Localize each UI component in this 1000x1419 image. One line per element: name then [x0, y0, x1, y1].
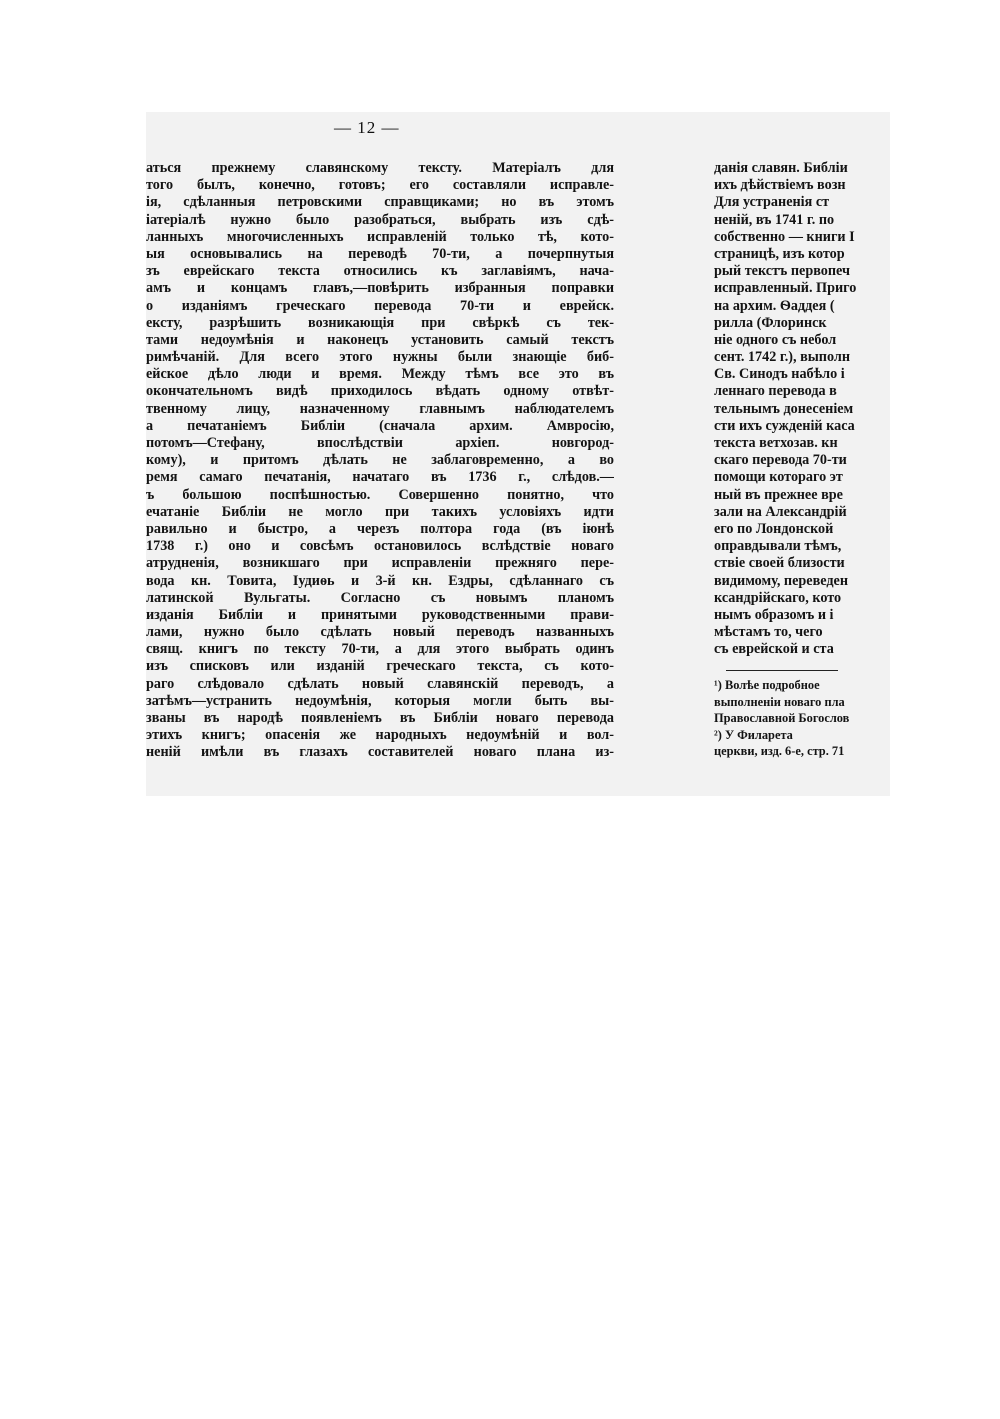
text-line: Св. Синодъ набѣло і	[714, 366, 845, 383]
text-line: ыя основывались на переводѣ 70-ти, а почерпнутыя	[146, 245, 614, 262]
footnote-line: выполненіи новаго пла	[714, 694, 845, 709]
text-line: а печатаніемъ Библіи (сначала архим. Амвросію,	[146, 417, 614, 434]
text-line: скаго перевода 70-ти	[714, 452, 847, 469]
text-line: его по Лондонской	[714, 520, 834, 537]
text-line: ейское дѣло люди и время. Между тѣмъ все это въ	[146, 366, 614, 383]
text-line: званы въ народѣ появленіемъ въ Библіи новаго перевода	[146, 710, 614, 726]
text-line: тельнымъ донесеніем	[714, 400, 854, 417]
text-line: амъ и концамъ главъ,—повѣрить избранныя поправки	[146, 280, 614, 297]
text-line: лами, нужно было сдѣлать новый переводъ названныхъ	[146, 624, 614, 641]
text-line: рый текстъ первопеч	[714, 263, 850, 280]
text-line: ечатаніе Библіи не могло при такихъ условіяхъ идти	[146, 503, 614, 520]
text-line: данія славян. Библіи	[714, 160, 848, 176]
text-line: ремя самаго печатанія, начатаго въ 1736 г., слѣдов.—	[146, 469, 614, 486]
text-line: потомъ—Стефану, впослѣдствіи архіеп. новгород-	[146, 435, 614, 451]
left-text-column	[146, 160, 614, 762]
footnote-line: ¹) Волѣе подробное	[714, 678, 820, 693]
text-line: изданія Библіи и принятыми руководственными прави-	[146, 606, 614, 623]
text-line: атрудненія, возникшаго при исправленіи прежняго пере-	[146, 555, 614, 572]
right-text-column	[714, 160, 890, 759]
text-line: римѣчаній. Для всего этого нужны были знающіе биб-	[146, 349, 614, 366]
footnote-divider	[726, 670, 838, 671]
text-line: зъ еврейскаго текста относились къ заглавіямъ, нача-	[146, 263, 614, 280]
page-number: — 12 —	[334, 118, 400, 137]
text-line: Для устраненія ст	[714, 194, 830, 211]
text-line: исправленный. Приго	[714, 280, 857, 297]
text-line: ніе одного съ небол	[714, 331, 837, 348]
text-line: іатеріалѣ нужно было разобраться, выбрать изъ сдѣ-	[146, 211, 614, 228]
text-line: ланныхъ многочисленныхъ исправленій только тѣ, кото-	[146, 228, 614, 245]
text-line: нымъ образомъ и і	[714, 606, 834, 623]
text-line: изъ списковъ или изданій греческаго текста, съ кото-	[146, 658, 614, 675]
text-line: 1738 г.) оно и совсѣмъ остановилось вслѣдствіе новаго	[146, 538, 614, 555]
text-line: текста ветхозав. кн	[714, 435, 838, 451]
text-line: того былъ, конечно, готовъ; его составляли исправле-	[146, 177, 614, 194]
text-line: ія, сдѣланныя петровскими справщиками; но въ этомъ	[146, 194, 614, 211]
text-line: ъ большою поспѣшностью. Совершенно понятно, что	[146, 486, 614, 503]
text-line: неній, въ 1741 г. по	[714, 211, 835, 228]
text-line: помощи котораго эт	[714, 469, 843, 486]
text-line: сти ихъ сужденій каса	[714, 417, 855, 434]
text-line: окончательномъ видѣ приходилось вѣдать одному отвѣт-	[146, 383, 614, 400]
text-line: ксандрійскаго, кото	[714, 589, 842, 606]
text-line: собственно — книги І	[714, 228, 855, 245]
text-line: о изданіямъ греческаго перевода 70-ти и еврейск.	[146, 297, 614, 314]
text-line: неній имѣли въ глазахъ составителей новаго плана из-	[146, 744, 614, 761]
text-line: латинской Вульгаты. Согласно съ новымъ планомъ	[146, 589, 614, 606]
text-line: сент. 1742 г.), выполн	[714, 349, 851, 366]
text-line: ихъ дѣйствіемъ возн	[714, 177, 846, 194]
text-line: тами недоумѣнія и наконецъ установить самый текстъ	[146, 331, 614, 348]
text-line: страницѣ, изъ котор	[714, 245, 845, 262]
text-line: видимому, переведен	[714, 572, 848, 589]
text-line: на архим. Ѳаддея (	[714, 297, 835, 314]
text-line: аться прежнему славянскому тексту. Матеріалъ для	[146, 160, 614, 176]
text-line: кому), и притомъ дѣлать не заблаговременно, а во	[146, 452, 614, 469]
text-line: свящ. книгъ по тексту 70-ти, а для этого выбрать одинъ	[146, 641, 614, 658]
footnotes	[714, 677, 890, 759]
footnote-line: ²) У Филарета	[714, 727, 793, 742]
text-line: ексту, разрѣшить возникающія при свѣркѣ съ тек-	[146, 314, 614, 331]
text-line: зали на Александрій	[714, 503, 847, 520]
text-line: леннаго перевода в	[714, 383, 837, 400]
text-line: затѣмъ—устранить недоумѣнія, которыя могли быть вы-	[146, 692, 614, 709]
footnote-line: церкви, изд. 6-е, стр. 71	[714, 744, 845, 758]
text-line: ный въ прежнее вре	[714, 486, 843, 503]
text-line: мѣстамъ то, чего	[714, 624, 823, 641]
footnote-line: Православной Богослов	[714, 711, 850, 726]
text-line: ствіе своей близости	[714, 555, 845, 572]
text-line: твенному лицу, назначенному главнымъ наблюдателемъ	[146, 400, 614, 417]
right-column-body	[714, 160, 890, 658]
text-line: равильно и быстро, а черезъ полтора года (въ іюнѣ	[146, 520, 614, 537]
text-line: раго слѣдовало сдѣлать новый славянскій переводъ, а	[146, 675, 614, 692]
text-line: съ еврейской и ста	[714, 641, 834, 658]
text-line: рилла (Флоринск	[714, 314, 827, 331]
text-line: вода кн. Товита, Іудиѳь и 3-й кн. Ездры, сдѣланнаго съ	[146, 572, 614, 589]
text-line: этихъ книгъ; опасенія же народныхъ недоумѣній и вол-	[146, 727, 614, 744]
text-line: оправдывали тѣмъ,	[714, 538, 842, 555]
